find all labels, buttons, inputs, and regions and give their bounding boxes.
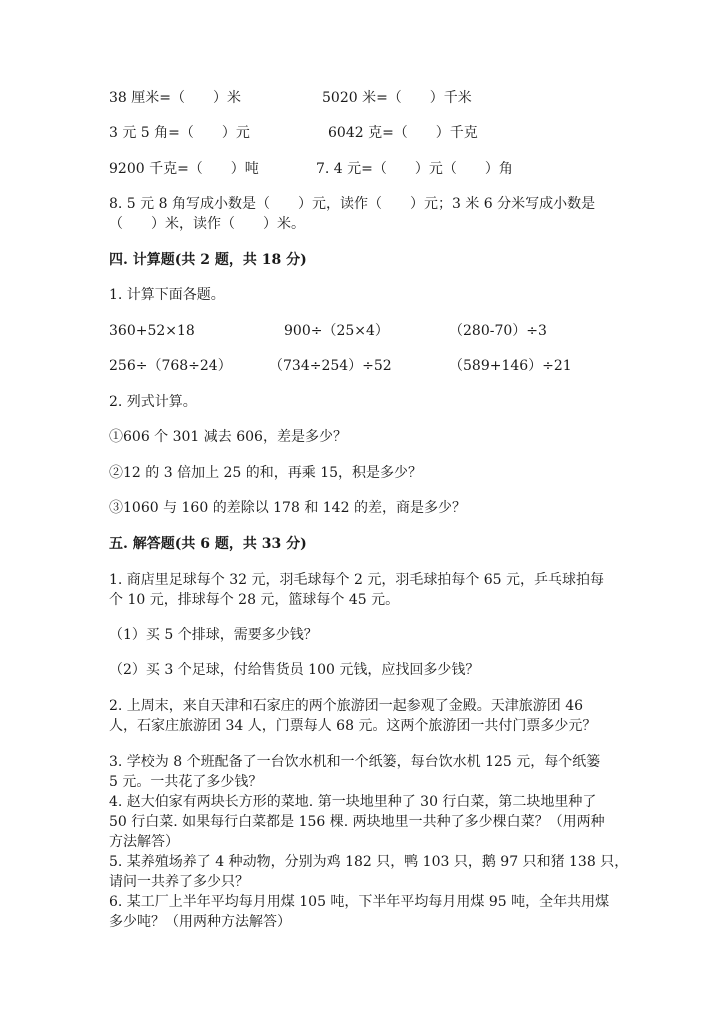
calc-expression: （280-70）÷3 [449,323,547,339]
conversion-row-3 [109,159,650,179]
problem-3-line-2: 5 元。一共花了多少钱？ [109,774,263,790]
calc-row-2 [109,356,650,376]
problem-2-line-1: 2. 上周末，来自天津和石家庄的两个旅游团一起参观了金殿。天津旅游团 46 [109,698,584,714]
problem-4-line-3: 方法解答） [109,834,179,850]
problem-1-line-1: 1. 商店里足球每个 32 元，羽毛球每个 2 元，羽毛球拍每个 65 元，乒乓球拍每 [109,572,605,588]
conversion-g-to-kg: 6042 克=（ ）千克 [328,125,478,141]
list-item: ②12 的 3 倍加上 25 的和，再乘 15，积是多少？ [109,465,423,481]
problem-1-line-2: 个 10 元，排球每个 28 元，篮球每个 45 元。 [109,592,400,608]
question-8-line-2: （ ）米，读作（ ）米。 [109,216,305,232]
list-item: ①606 个 301 减去 606，差是多少？ [109,429,347,445]
conversion-row-2 [109,123,650,143]
calc-expression: （734÷254）÷52 [269,358,392,374]
problem-6-line-1: 6. 某工厂上半年平均每月用煤 105 吨，下半年平均每月用煤 95 吨，全年共用煤 [109,894,610,910]
question-8-line-1: 8. 5 元 8 角写成小数是（ ）元，读作（ ）元；3 米 6 分米写成小数是 [109,196,596,212]
section-4-q2: 2. 列式计算。 [109,394,197,410]
calc-expression: （589+146）÷21 [449,358,572,374]
section-4-title: 四. 计算题(共 2 题，共 18 分) [109,252,307,268]
problem-6-line-2: 多少吨？（用两种方法解答） [109,914,291,930]
problem-5-line-1: 5. 某养殖场养了 4 种动物，分别为鸡 182 只，鸭 103 只，鹅 97 只和猪 138 只， [109,854,629,870]
conversion-decimal-yuan: 7. 4 元=（ ）元（ ）角 [316,161,513,177]
problem-3-line-1: 3. 学校为 8 个班配备了一台饮水机和一个纸篓，每台饮水机 125 元，每个纸篓 [109,754,601,770]
conversion-kg-to-t: 9200 千克=（ ）吨 [109,161,259,177]
problem-4-line-1: 4. 赵大伯家有两块长方形的菜地. 第一块地里种了 30 行白菜，第二块地里种了 [109,794,597,810]
problem-4-line-2: 50 行白菜. 如果每行白菜都是 156 棵. 两块地里一共种了多少棵白菜？（用两种 [109,814,605,830]
conversion-row-1 [109,88,650,108]
conversion-yuan-jiao: 3 元 5 角=（ ）元 [109,125,250,141]
calc-expression: 256÷（768÷24） [109,358,232,374]
problem-5-line-2: 请问一共养了多少只？ [109,874,249,890]
conversion-m-to-km: 5020 米=（ ）千米 [322,90,472,106]
section-4-q1: 1. 计算下面各题。 [109,287,225,303]
conversion-cm-to-m: 38 厘米=（ ）米 [109,90,241,106]
problem-2-line-2: 人，石家庄旅游团 34 人，门票每人 68 元。这两个旅游团一共付门票多少元？ [109,718,597,734]
calc-row-1 [109,321,650,341]
calc-expression: 900÷（25×4） [284,323,389,339]
problem-1-sub-1: （1）买 5 个排球，需要多少钱？ [109,627,318,643]
section-5-title: 五. 解答题(共 6 题，共 33 分) [109,536,307,552]
calc-expression: 360+52×18 [109,323,195,339]
problem-1-sub-2: （2）买 3 个足球，付给售货员 100 元钱，应找回多少钱？ [109,662,480,678]
list-item: ③1060 与 160 的差除以 178 和 142 的差，商是多少？ [109,500,466,516]
